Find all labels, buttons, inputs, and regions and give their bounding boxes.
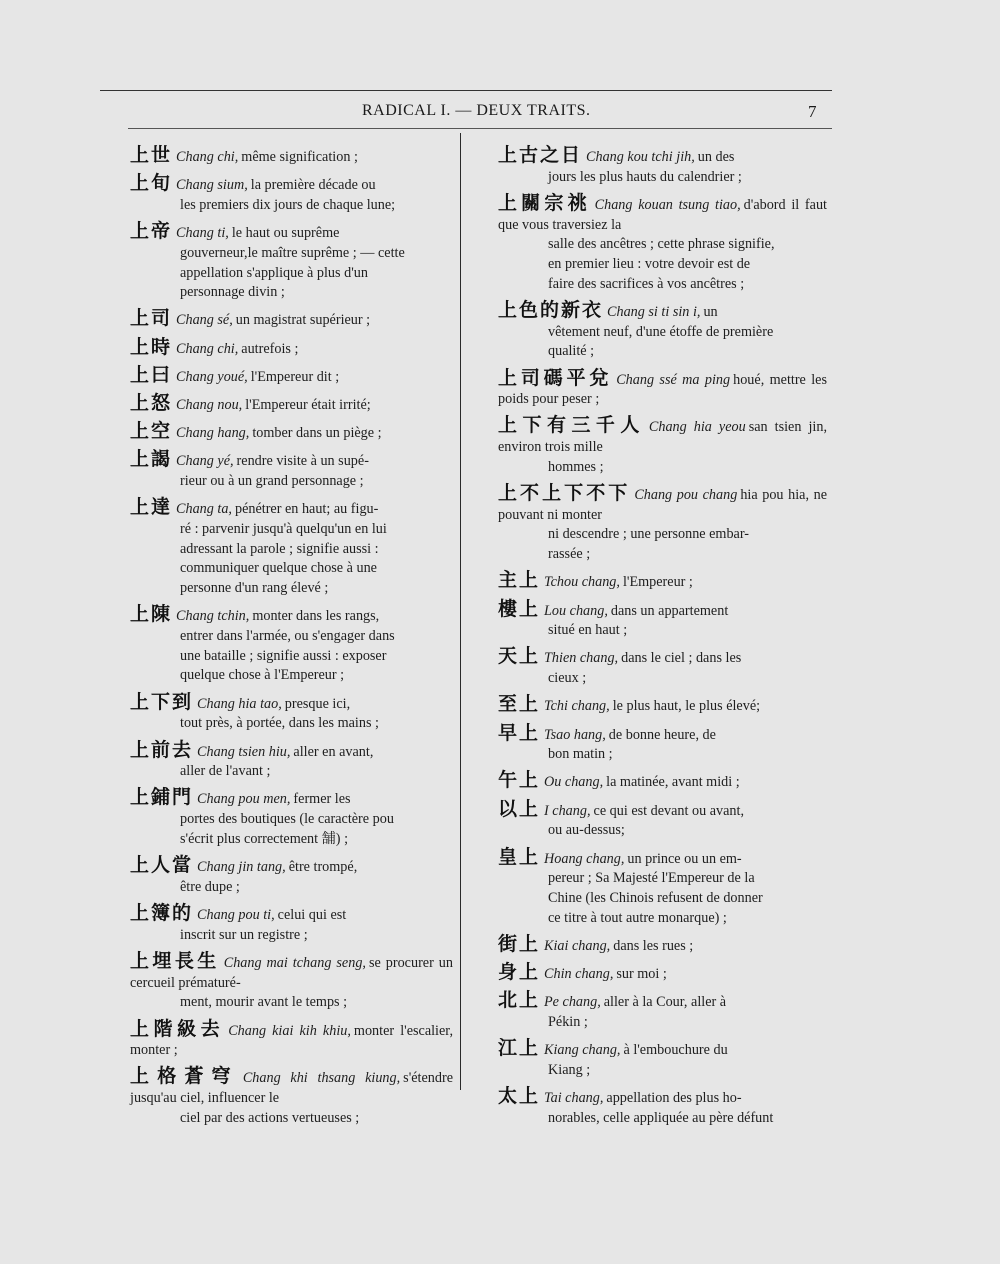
entry-head	[130, 394, 453, 416]
romanization: Lou chang,	[544, 602, 608, 619]
chinese-characters: 上階級去	[130, 1017, 225, 1040]
romanization: Chang sé,	[176, 312, 233, 329]
definition-line: vêtement neuf, d'une étoffe de première	[548, 323, 774, 340]
header-rule	[100, 90, 832, 91]
definition-line: quelque chose à l'Empereur ;	[180, 667, 345, 684]
chinese-characters: 上陳	[130, 603, 173, 626]
entry-head	[498, 366, 828, 410]
definition-line: l'Empereur dit ;	[250, 368, 340, 385]
definition-line: hia pou hia, ne pouvant ni monter	[498, 487, 827, 523]
definition-line: hommes ;	[548, 458, 604, 475]
chinese-characters: 身上	[498, 961, 541, 984]
definition-line: rieur ou à un grand personnage ;	[180, 473, 364, 490]
definition-line: à l'embouchure du	[623, 1042, 728, 1059]
definition-line: san tsien jin, environ trois mille	[498, 419, 827, 456]
dictionary-entry	[130, 690, 453, 734]
romanization: Tchou chang,	[544, 574, 620, 591]
entry-head	[130, 788, 453, 810]
dictionary-entry	[130, 498, 453, 599]
romanization: Tai chang,	[544, 1090, 604, 1107]
romanization: Chang kiai kih khiu,	[228, 1022, 351, 1039]
chinese-characters: 上前去	[130, 738, 194, 761]
definition-line: Kiang ;	[548, 1061, 591, 1078]
definition-line: cieux ;	[548, 670, 587, 687]
definition-line: personne d'un rang élevé ;	[180, 580, 329, 597]
definition-line: fermer les	[293, 791, 351, 808]
dictionary-entry	[498, 721, 827, 765]
romanization: Chang mai tchang seng,	[223, 954, 366, 971]
definition-line: appellation des plus ho-	[606, 1090, 742, 1107]
dictionary-entry	[130, 174, 453, 215]
definition-line: autrefois ;	[241, 340, 299, 357]
definition-line: Chine (les Chinois refusent de donner	[548, 890, 763, 906]
romanization: Chang kou tchi jih,	[586, 149, 695, 165]
dictionary-entry	[498, 484, 827, 565]
chinese-characters: 上格蒼穹	[130, 1065, 239, 1088]
definition-line: même signification ;	[241, 149, 358, 165]
romanization: Chang hang,	[176, 425, 250, 442]
definition-line: houé, mettre les poids pour peser ;	[498, 371, 828, 408]
definition-line: en premier lieu : votre devoir est de	[548, 256, 751, 273]
definition-line: ré : parvenir jusqu'à quelqu'un en lui	[180, 521, 387, 538]
entry-head	[498, 571, 827, 593]
romanization: Chang nou,	[176, 397, 243, 414]
right-column	[498, 146, 827, 1135]
definition-line: adressant la parole ; signifie aussi :	[180, 540, 379, 557]
definition-line: tout près, à portée, dans les mains ;	[180, 715, 379, 732]
dictionary-entry	[498, 191, 827, 295]
definition-line: dans les rues ;	[613, 937, 694, 954]
definition-line: l'Empereur était irrité;	[245, 397, 371, 414]
entry-head	[498, 695, 827, 717]
romanization: Tsao hang,	[544, 726, 606, 743]
definition-line: sur moi ;	[616, 966, 667, 983]
dictionary-entry	[130, 309, 453, 331]
entry-head	[130, 1067, 453, 1108]
definition-line: appellation s'applique à plus d'un	[180, 264, 368, 281]
chinese-characters: 上旬	[130, 172, 173, 195]
dictionary-entry	[498, 797, 827, 841]
dictionary-entry	[498, 597, 827, 641]
romanization: I chang,	[544, 802, 591, 819]
dictionary-entry	[130, 949, 453, 1013]
definition-line: portes des boutiques (le caractère pou	[180, 811, 394, 828]
definition-line: monter l'escalier, monter ;	[130, 1022, 453, 1059]
left-column	[130, 146, 453, 1135]
dictionary-entry	[130, 394, 453, 416]
definition-line: l'Empereur ;	[622, 574, 693, 591]
romanization: Chang hia yeou	[648, 419, 746, 436]
definition-line: les premiers dix jours de chaque lune;	[180, 196, 396, 213]
chinese-characters: 上下有三千人	[498, 414, 645, 437]
definition-line: tomber dans un piège ;	[252, 425, 382, 442]
romanization: Chang yé,	[176, 453, 234, 470]
entry-head	[130, 363, 453, 388]
chinese-characters: 上曰	[130, 363, 173, 386]
definition-line: de bonne heure, de	[608, 726, 716, 743]
chinese-characters: 上簿的	[130, 902, 194, 924]
chinese-characters: 主上	[498, 569, 541, 592]
romanization: Chang chi,	[176, 340, 239, 357]
dictionary-entry	[498, 695, 827, 717]
definition-line: le plus haut, le plus élevé;	[612, 698, 761, 715]
dictionary-entry	[130, 904, 453, 945]
definition-line: d'abord il faut que vous traversiez la	[498, 196, 827, 233]
definition-line: la matinée, avant midi ;	[606, 774, 740, 791]
dictionary-entry	[130, 788, 453, 849]
chinese-characters: 上空	[130, 420, 173, 443]
definition-line: ni descendre ; une personne embar-	[548, 526, 750, 543]
definition-line: dans un appartement	[610, 602, 729, 619]
entry-head	[498, 797, 827, 822]
chinese-characters: 上古之日	[498, 144, 583, 166]
definition-line: être trompé,	[288, 859, 358, 876]
page-header-title: RADICAL I. — DEUX TRAITS.	[362, 102, 591, 119]
entry-head	[130, 738, 453, 763]
entry-head	[498, 771, 827, 793]
definition-line: ce titre à tout autre monarque) ;	[548, 909, 727, 926]
dictionary-entry	[498, 845, 827, 929]
definition-line: inscrit sur un registre ;	[180, 926, 308, 943]
chinese-characters: 至上	[498, 693, 541, 716]
definition-line: être dupe ;	[180, 878, 240, 895]
romanization: Chin chang,	[544, 966, 614, 983]
dictionary-entry	[498, 991, 827, 1032]
chinese-characters: 上帝	[130, 220, 173, 243]
romanization: Chang sium,	[176, 177, 248, 194]
page-number: 7	[808, 102, 817, 121]
definition-line: dans le ciel ; dans les	[621, 650, 742, 667]
definition-line: un prince ou un em-	[627, 850, 742, 867]
entry-head	[498, 991, 827, 1013]
chinese-characters: 上不上下不下	[498, 482, 631, 505]
entry-head	[130, 146, 453, 168]
dictionary-entry	[498, 416, 827, 477]
romanization: Thien chang,	[544, 650, 619, 667]
dictionary-entry	[130, 422, 453, 444]
definition-line: pénétrer en haut; au figu-	[234, 501, 379, 518]
definition-line: entrer dans l'armée, ou s'engager dans	[180, 628, 395, 645]
definition-line: communiquer quelque chose à une	[180, 560, 377, 577]
entry-head	[498, 416, 827, 457]
entry-head	[498, 963, 827, 985]
romanization: Chang ssé ma ping	[616, 371, 731, 388]
definition-line: norables, celle appliquée au père défunt	[548, 1109, 774, 1126]
definition-line: un des	[697, 149, 735, 165]
dictionary-entry	[498, 771, 827, 793]
romanization: Chang hia tao,	[197, 695, 282, 712]
dictionary-entry	[498, 932, 827, 957]
dictionary-entry	[130, 856, 453, 897]
chinese-characters: 上鋪門	[130, 786, 194, 809]
entry-head	[498, 932, 827, 957]
definition-line: presque ici,	[284, 695, 351, 712]
chinese-characters: 江上	[498, 1037, 541, 1060]
dictionary-entry	[498, 1039, 827, 1080]
romanization: Chang si ti sin i,	[607, 303, 701, 320]
entry-head	[498, 146, 827, 168]
dictionary-entry	[498, 963, 827, 985]
romanization: Chang tchin,	[176, 608, 250, 625]
chinese-characters: 上達	[130, 496, 173, 519]
chinese-characters: 上下到	[130, 690, 194, 713]
romanization: Chang tsien hiu,	[197, 743, 291, 760]
entry-head	[130, 498, 453, 520]
definition-line: pereur ; Sa Majesté l'Empereur de la	[548, 870, 755, 887]
entry-head	[498, 1087, 827, 1109]
entry-head	[130, 856, 453, 878]
definition-line: aller de l'avant ;	[180, 763, 271, 780]
entry-head	[498, 597, 827, 622]
definition-line: aller à la Cour, aller à	[603, 994, 727, 1011]
entry-head	[130, 335, 453, 360]
dictionary-entry	[130, 1067, 453, 1128]
definition-line: se procurer un cercueil prématuré-	[130, 954, 453, 991]
definition-line: rassée ;	[548, 546, 591, 563]
entry-head	[498, 191, 827, 235]
entry-head	[130, 904, 453, 926]
dictionary-entry	[498, 146, 827, 187]
chinese-characters: 太上	[498, 1085, 541, 1108]
definition-line: le haut ou suprême	[231, 225, 340, 242]
dictionary-entry	[130, 605, 453, 686]
definition-line: ce qui est devant ou avant,	[593, 802, 745, 819]
romanization: Chang ti,	[176, 225, 229, 242]
definition-line: situé en haut ;	[548, 622, 628, 639]
definition-line: s'étendre jusqu'au ciel, influencer le	[130, 1070, 453, 1107]
chinese-characters: 上色的新衣	[498, 298, 604, 321]
entry-head	[130, 1017, 453, 1061]
chinese-characters: 上司碼平兌	[498, 366, 613, 389]
dictionary-entry	[130, 335, 453, 360]
chinese-characters: 樓上	[498, 597, 541, 620]
entry-head	[130, 605, 453, 627]
definition-line: jours les plus hauts du calendrier ;	[548, 168, 742, 185]
definition-line: ou au-dessus;	[548, 822, 625, 839]
dictionary-entry	[498, 647, 827, 688]
chinese-characters: 上人當	[130, 854, 194, 877]
definition-line: ciel par des actions vertueuses ;	[180, 1109, 360, 1126]
dictionary-entry	[130, 146, 453, 168]
romanization: Chang khi thsang kiung,	[242, 1070, 401, 1087]
romanization: Chang pou ti,	[197, 907, 275, 923]
chinese-characters: 以上	[498, 797, 541, 820]
definition-line: qualité ;	[548, 343, 595, 360]
entry-head	[130, 422, 453, 444]
chinese-characters: 皇上	[498, 845, 541, 868]
definition-line: bon matin ;	[548, 746, 613, 763]
chinese-characters: 天上	[498, 645, 541, 668]
definition-line: une bataille ; signifie aussi : exposer	[180, 647, 387, 664]
definition-line: rendre visite à un supé-	[236, 453, 369, 470]
romanization: Kiang chang,	[544, 1042, 621, 1059]
dictionary-entry	[130, 738, 453, 782]
romanization: Chang ta,	[176, 501, 232, 518]
romanization: Chang youé,	[176, 368, 248, 385]
definition-line: Pékin ;	[548, 1014, 588, 1031]
romanization: Chang kouan tsung tiao,	[594, 196, 741, 213]
entry-head	[498, 298, 827, 323]
definition-line: aller en avant,	[293, 743, 374, 760]
dictionary-entry	[498, 1087, 827, 1128]
chinese-characters: 街上	[498, 932, 541, 955]
entry-head	[130, 450, 453, 472]
chinese-characters: 上時	[130, 335, 173, 358]
definition-line: un magistrat supérieur ;	[235, 312, 371, 329]
chinese-characters: 上世	[130, 144, 173, 166]
dictionary-entry	[130, 222, 453, 303]
chinese-characters: 上埋長生	[130, 949, 220, 972]
chinese-characters: 早上	[498, 721, 541, 744]
dictionary-entry	[498, 366, 828, 410]
column-divider	[460, 133, 461, 1090]
header-underline	[128, 128, 832, 129]
dictionary-entry	[498, 298, 827, 362]
definition-line: ment, mourir avant le temps ;	[180, 994, 348, 1011]
dictionary-entry	[498, 571, 827, 593]
chinese-characters: 上司	[130, 307, 173, 330]
definition-line: personnage divin ;	[180, 284, 285, 301]
entry-head	[130, 949, 453, 993]
romanization: Hoang chang,	[544, 850, 625, 867]
definition-line: monter dans les rangs,	[252, 608, 380, 625]
definition-line: s'écrit plus correctement 舗) ;	[180, 830, 349, 847]
entry-head	[498, 1039, 827, 1061]
dictionary-entry	[130, 450, 453, 491]
chinese-characters: 午上	[498, 769, 541, 792]
entry-head	[130, 174, 453, 196]
romanization: Tchi chang,	[544, 698, 610, 715]
entry-head	[498, 647, 827, 669]
dictionary-entry	[130, 363, 453, 388]
definition-line: la première décade ou	[250, 177, 376, 194]
dictionary-entry	[130, 1017, 453, 1061]
entry-head	[130, 222, 453, 244]
romanization: Chang pou chang	[634, 487, 738, 504]
definition-line: salle des ancêtres ; cette phrase signifie,	[548, 236, 775, 253]
definition-line: un	[703, 303, 718, 320]
chinese-characters: 北上	[498, 989, 541, 1012]
romanization: Ou chang,	[544, 774, 604, 791]
romanization: Chang chi,	[176, 149, 239, 165]
romanization: Chang pou men,	[197, 791, 291, 808]
definition-line: celui qui est	[277, 907, 347, 923]
definition-line: faire des sacrifices à vos ancêtres ;	[548, 275, 745, 292]
entry-head	[498, 484, 827, 525]
chinese-characters: 上謁	[130, 448, 173, 471]
romanization: Pe chang,	[544, 994, 601, 1011]
entry-head	[130, 309, 453, 331]
romanization: Kiai chang,	[544, 937, 611, 954]
romanization: Chang jin tang,	[197, 859, 286, 876]
chinese-characters: 上關宗祧	[498, 191, 591, 214]
chinese-characters: 上怒	[130, 392, 173, 415]
entry-head	[498, 721, 827, 746]
entry-head	[130, 690, 453, 715]
definition-line: gouverneur,le maître suprême ; — cette	[180, 244, 405, 261]
entry-head	[498, 845, 827, 870]
